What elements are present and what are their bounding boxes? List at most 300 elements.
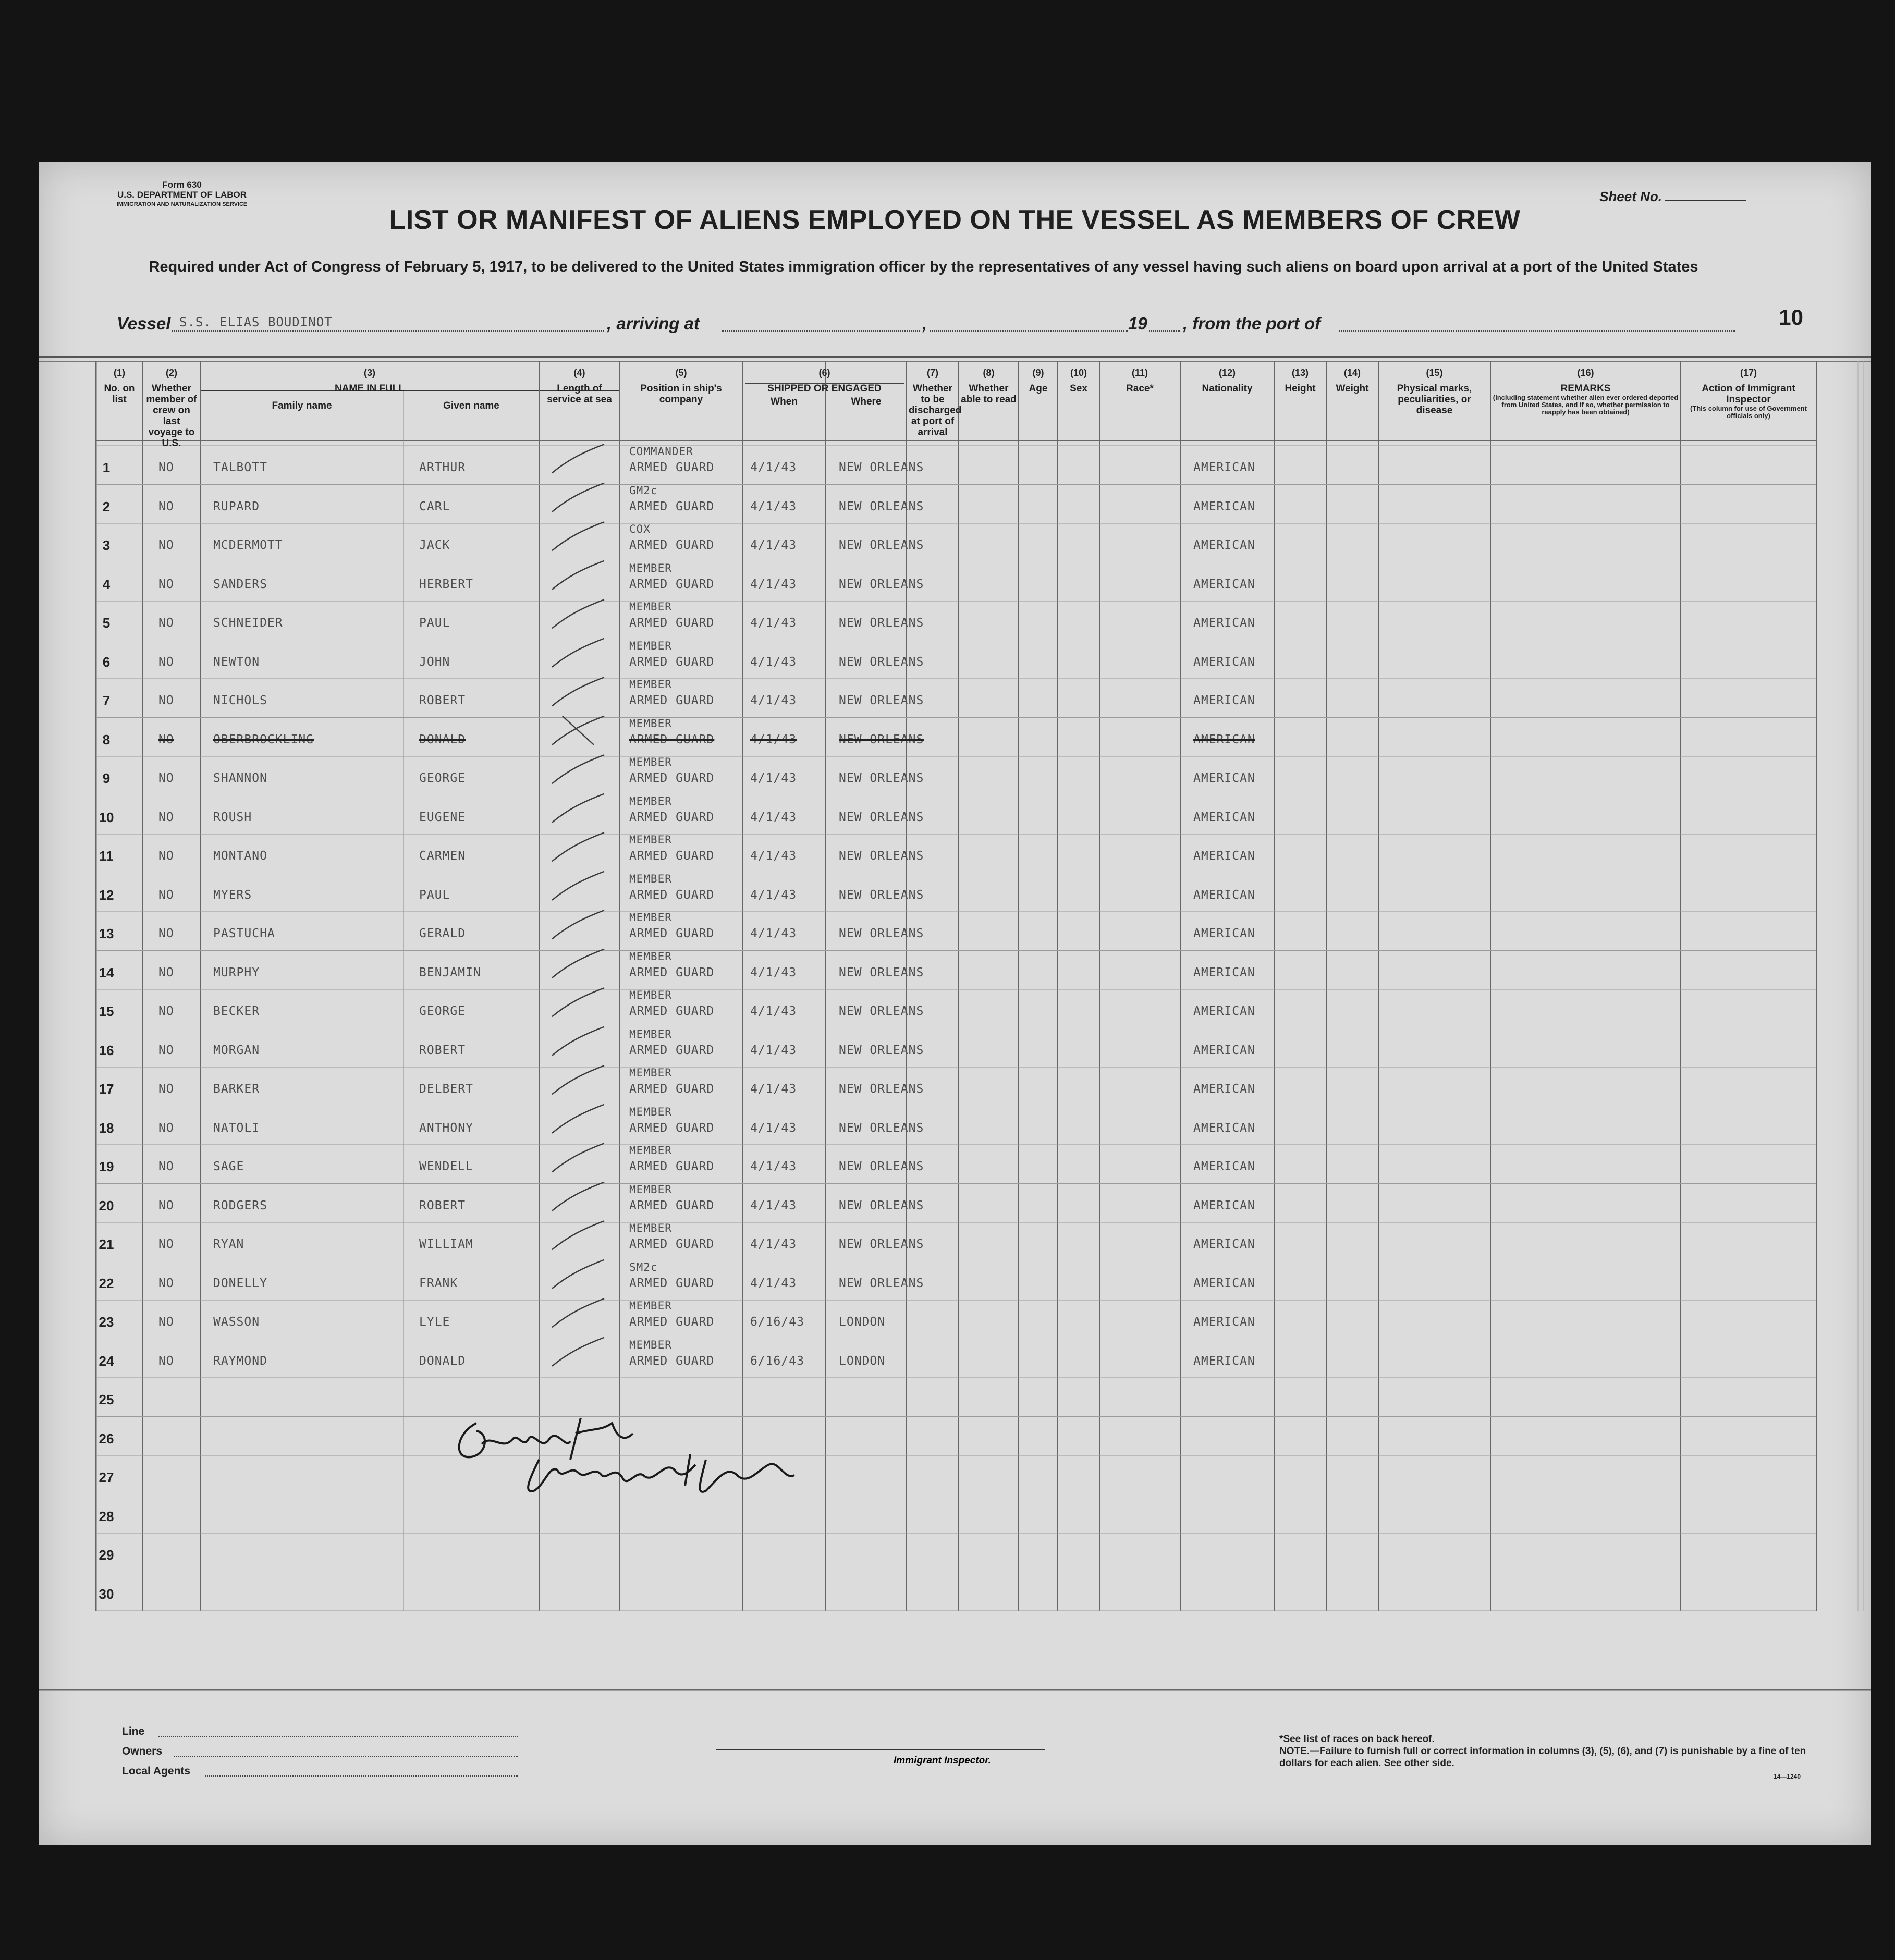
position-value: ARMED GUARD <box>629 732 715 746</box>
races-note: *See list of races on back hereof. <box>1279 1734 1435 1745</box>
row-number: 9 <box>102 770 111 787</box>
family-name-value: RAYMOND <box>213 1354 267 1368</box>
local-agents-label: Local Agents <box>122 1765 191 1777</box>
service-tick-mark <box>552 561 604 590</box>
row-number: 2 <box>102 498 111 514</box>
shipped-where-value: NEW ORLEANS <box>839 1043 924 1057</box>
column-number: (2) <box>166 368 177 378</box>
shipped-when-value: 4/1/43 <box>750 1160 797 1174</box>
service-tick-mark <box>552 1143 604 1172</box>
nationality-value: AMERICAN <box>1193 771 1255 786</box>
column-number-c2 <box>143 368 200 378</box>
column-label: Length of service at sea <box>547 383 612 405</box>
shipped-when-value: 4/1/43 <box>750 810 797 824</box>
family-name-value: BECKER <box>213 1005 260 1019</box>
family-name-value: BARKER <box>213 1082 260 1096</box>
column-header-c1 <box>98 383 141 405</box>
row-number: 8 <box>102 731 111 748</box>
service-name: IMMIGRATION AND NATURALIZATION SERVICE <box>116 201 248 207</box>
row-number: 7 <box>102 693 111 709</box>
shipped-where-value: NEW ORLEANS <box>839 849 924 863</box>
inspector-signature-icon <box>445 1402 914 1496</box>
position-value: ARMED GUARD <box>629 1121 715 1135</box>
service-tick-mark <box>552 599 604 628</box>
row-number: 21 <box>99 1236 114 1253</box>
position-value: ARMED GUARD <box>629 1315 715 1329</box>
shipped-when-value: 4/1/43 <box>750 888 797 902</box>
shipped-when-value: 4/1/43 <box>750 927 797 941</box>
last-voyage-value: NO <box>158 810 174 824</box>
shipped-where-value: NEW ORLEANS <box>839 1121 924 1135</box>
given-name-value: LYLE <box>419 1315 450 1329</box>
column-number-c10 <box>1058 368 1099 378</box>
given-name-value: DONALD <box>419 1354 466 1368</box>
family-name-value: TALBOTT <box>213 461 267 475</box>
column-number-c5 <box>620 368 742 378</box>
family-name-value: SANDERS <box>213 577 267 591</box>
last-voyage-value: NO <box>158 499 174 513</box>
column-label: No. on list <box>104 383 135 405</box>
row-number: 12 <box>99 887 114 903</box>
nationality-value: AMERICAN <box>1193 1198 1255 1212</box>
position-rank-value: MEMBER <box>629 601 672 614</box>
row-number: 10 <box>99 809 114 825</box>
shipped-when-value: 4/1/43 <box>750 1238 797 1252</box>
column-header-c13 <box>1276 383 1324 394</box>
family-name-value: OBERBROCKLING <box>213 732 314 746</box>
column-number-c9 <box>1019 368 1058 378</box>
row-number: 26 <box>99 1430 114 1447</box>
service-tick-mark <box>552 872 604 900</box>
last-voyage-value: NO <box>158 1198 174 1212</box>
row-number: 17 <box>99 1081 114 1097</box>
position-value: ARMED GUARD <box>629 694 715 708</box>
family-name-value: MORGAN <box>213 1043 260 1057</box>
row-number: 28 <box>99 1508 114 1524</box>
column-header-c4 <box>541 383 618 405</box>
column-label: Race* <box>1126 383 1154 394</box>
shipped-when-value: 4/1/43 <box>750 1005 797 1019</box>
last-voyage-value: NO <box>158 655 174 669</box>
column-number-c8 <box>959 368 1019 378</box>
column-label: Whether able to read <box>961 383 1017 405</box>
column-number: (5) <box>675 368 687 378</box>
family-name-value: RUPARD <box>213 499 260 513</box>
row-number: 18 <box>99 1120 114 1136</box>
family-name-value: NEWTON <box>213 655 260 669</box>
shipped-when-value: 4/1/43 <box>750 1121 797 1135</box>
service-tick-mark <box>552 949 604 978</box>
column-header-c12 <box>1182 383 1272 394</box>
row-number: 29 <box>99 1547 114 1563</box>
shipped-when-value: 4/1/43 <box>750 965 797 979</box>
family-name-value: SHANNON <box>213 771 267 786</box>
nationality-value: AMERICAN <box>1193 499 1255 513</box>
given-name-value: JACK <box>419 538 450 553</box>
family-name-value: RODGERS <box>213 1198 267 1212</box>
column-header-c7 <box>909 383 962 438</box>
service-tick-mark <box>552 755 604 783</box>
position-value: ARMED GUARD <box>629 1238 715 1252</box>
given-name-value: GEORGE <box>419 1005 466 1019</box>
family-name-value: PASTUCHA <box>213 927 275 941</box>
position-rank-value: MEMBER <box>629 678 672 691</box>
column-label: Age <box>1029 383 1048 394</box>
last-voyage-value: NO <box>158 1121 174 1135</box>
strike-cross-mark <box>563 716 594 745</box>
position-rank-value: MEMBER <box>629 1222 672 1235</box>
row-number: 3 <box>102 537 111 554</box>
given-name-value: ANTHONY <box>419 1121 473 1135</box>
when-label: When <box>771 396 798 407</box>
service-tick-mark <box>552 832 604 861</box>
vessel-label: Vessel <box>117 314 171 333</box>
column-number: (11) <box>1131 368 1148 378</box>
nationality-value: AMERICAN <box>1193 461 1255 475</box>
vessel-line: Vessel S.S. ELIAS BOUDINOT , arriving at , 19 , from the port of <box>101 313 1772 334</box>
last-voyage-value: NO <box>158 694 174 708</box>
column-number-c4 <box>539 368 620 378</box>
row-number: 24 <box>99 1353 114 1369</box>
column-number-c15 <box>1378 368 1490 378</box>
row-number: 15 <box>99 1003 114 1020</box>
nationality-value: AMERICAN <box>1193 965 1255 979</box>
column-note: (Including statement whether alien ever ordered deported from United States, and if so, whether permission to reapply has been obtained) <box>1493 394 1679 416</box>
position-value: ARMED GUARD <box>629 1043 715 1057</box>
position-value: ARMED GUARD <box>629 1276 715 1290</box>
position-value: ARMED GUARD <box>629 965 715 979</box>
family-name-value: MURPHY <box>213 965 260 979</box>
last-voyage-value: NO <box>158 1276 174 1290</box>
shipped-where-value: NEW ORLEANS <box>839 538 924 553</box>
column-header-c14 <box>1328 383 1376 394</box>
position-value: ARMED GUARD <box>629 888 715 902</box>
position-rank-value: MEMBER <box>629 1144 672 1157</box>
nationality-value: AMERICAN <box>1193 927 1255 941</box>
nationality-value: AMERICAN <box>1193 694 1255 708</box>
shipped-when-value: 4/1/43 <box>750 655 797 669</box>
given-name-value: WILLIAM <box>419 1238 473 1252</box>
service-tick-mark <box>552 483 604 512</box>
column-label: Nationality <box>1202 383 1253 394</box>
shipped-when-value: 4/1/43 <box>750 538 797 553</box>
nationality-value: AMERICAN <box>1193 732 1255 746</box>
manifest-sheet <box>39 162 1871 1845</box>
arriving-label: , arriving at <box>607 314 700 333</box>
row-number: 1 <box>102 460 111 476</box>
shipped-where-value: NEW ORLEANS <box>839 888 924 902</box>
position-rank-value: MEMBER <box>629 1027 672 1040</box>
position-value: ARMED GUARD <box>629 1160 715 1174</box>
shipped-where-value: NEW ORLEANS <box>839 1160 924 1174</box>
row-number: 16 <box>99 1042 114 1058</box>
family-name-header <box>200 400 404 411</box>
page-number: 10 <box>1779 305 1803 329</box>
column-number: (1) <box>114 368 125 378</box>
position-rank-value: MEMBER <box>629 561 672 574</box>
column-note: (This column for use of Government officials only) <box>1690 405 1807 420</box>
last-voyage-value: NO <box>158 849 174 863</box>
given-name-value: CARL <box>419 499 450 513</box>
position-value: ARMED GUARD <box>629 810 715 824</box>
position-value: ARMED GUARD <box>629 538 715 553</box>
column-number-c3 <box>200 368 539 378</box>
service-tick-mark <box>552 1027 604 1056</box>
shipped-where-value: NEW ORLEANS <box>839 1276 924 1290</box>
column-label: Height <box>1285 383 1316 394</box>
column-number: (14) <box>1343 368 1361 378</box>
shipped-when-value: 4/1/43 <box>750 694 797 708</box>
inspector-signature-line <box>716 1749 1045 1750</box>
column-number: (17) <box>1740 368 1757 378</box>
form-title: LIST OR MANIFEST OF ALIENS EMPLOYED ON THE VESSEL AS MEMBERS OF CREW <box>389 205 1521 235</box>
column-header-c11 <box>1102 383 1178 394</box>
position-value: ARMED GUARD <box>629 771 715 786</box>
column-number-c6 <box>742 368 907 378</box>
last-voyage-value: NO <box>158 965 174 979</box>
nationality-value: AMERICAN <box>1193 1276 1255 1290</box>
nationality-value: AMERICAN <box>1193 577 1255 591</box>
shipped-where-value: NEW ORLEANS <box>839 927 924 941</box>
shipped-when-value: 4/1/43 <box>750 1082 797 1096</box>
owners-label: Owners <box>122 1745 163 1757</box>
column-header-c10 <box>1060 383 1097 394</box>
family-name-value: MONTANO <box>213 849 267 863</box>
position-value: ARMED GUARD <box>629 1198 715 1212</box>
service-tick-mark <box>552 1338 604 1366</box>
last-voyage-value: NO <box>158 771 174 786</box>
column-label: Whether to be discharged at port of arrival <box>909 383 962 438</box>
position-value: ARMED GUARD <box>629 577 715 591</box>
position-rank-value: MEMBER <box>629 989 672 1002</box>
position-rank-value: MEMBER <box>629 911 672 924</box>
last-voyage-value: NO <box>158 1005 174 1019</box>
service-tick-mark <box>552 444 604 473</box>
column-header-c6 <box>744 383 904 394</box>
column-header-c2 <box>145 383 198 449</box>
column-number-c14 <box>1326 368 1378 378</box>
department-name: U.S. DEPARTMENT OF LABOR <box>117 190 247 200</box>
column-label: Physical marks, peculiarities, or disease <box>1397 383 1472 416</box>
shipped-where-value: NEW ORLEANS <box>839 732 924 746</box>
position-value: ARMED GUARD <box>629 499 715 513</box>
row-number: 5 <box>102 615 111 631</box>
service-tick-mark <box>552 639 604 667</box>
shipped-where-value: NEW ORLEANS <box>839 965 924 979</box>
nationality-value: AMERICAN <box>1193 1238 1255 1252</box>
column-number: (8) <box>983 368 995 378</box>
position-value: ARMED GUARD <box>629 655 715 669</box>
shipped-when-value: 4/1/43 <box>750 849 797 863</box>
nationality-value: AMERICAN <box>1193 888 1255 902</box>
column-label: NAME IN FULL <box>334 383 405 394</box>
shipped-when-value: 4/1/43 <box>750 1198 797 1212</box>
given-name-value: PAUL <box>419 616 450 630</box>
shipped-where-value: NEW ORLEANS <box>839 1238 924 1252</box>
nationality-value: AMERICAN <box>1193 1005 1255 1019</box>
position-rank-value: COMMANDER <box>629 445 693 458</box>
row-number: 30 <box>99 1586 114 1602</box>
sheet-number-label: Sheet No. <box>1599 189 1662 204</box>
service-tick-mark <box>552 1260 604 1289</box>
given-name-value: ROBERT <box>419 694 466 708</box>
family-name-label: Family name <box>272 400 332 411</box>
column-number: (6) <box>818 368 830 378</box>
family-name-value: NATOLI <box>213 1121 260 1135</box>
service-tick-mark <box>552 677 604 706</box>
from-port-label: , from the port of <box>1183 314 1321 333</box>
position-rank-value: MEMBER <box>629 1300 672 1313</box>
column-number-c11 <box>1099 368 1180 378</box>
row-number: 23 <box>99 1314 114 1330</box>
nationality-value: AMERICAN <box>1193 616 1255 630</box>
form-subtitle: Required under Act of Congress of February 5, 1917, to be delivered to the United States immigration officer by the representatives of any vessel having such aliens on board upon arrival at a port of the United States <box>149 259 1698 275</box>
nationality-value: AMERICAN <box>1193 655 1255 669</box>
shipped-where-value: NEW ORLEANS <box>839 771 924 786</box>
position-rank-value: MEMBER <box>629 1183 672 1196</box>
family-name-value: RYAN <box>213 1238 244 1252</box>
nationality-value: AMERICAN <box>1193 1043 1255 1057</box>
column-number: (16) <box>1577 368 1594 378</box>
shipped-when-value: 4/1/43 <box>750 1043 797 1057</box>
family-name-value: SAGE <box>213 1160 244 1174</box>
family-name-value: SCHNEIDER <box>213 616 283 630</box>
position-rank-value: MEMBER <box>629 717 672 730</box>
column-number-c7 <box>907 368 959 378</box>
shipped-when-value: 4/1/43 <box>750 771 797 786</box>
family-name-value: WASSON <box>213 1315 260 1329</box>
column-header-c3 <box>202 383 537 394</box>
column-number: (12) <box>1218 368 1236 378</box>
last-voyage-value: NO <box>158 927 174 941</box>
shipped-where-value: NEW ORLEANS <box>839 694 924 708</box>
line-label: Line <box>122 1725 145 1737</box>
shipped-when-value: 4/1/43 <box>750 1276 797 1290</box>
column-number: (15) <box>1426 368 1443 378</box>
position-value: ARMED GUARD <box>629 927 715 941</box>
row-number: 4 <box>102 576 111 592</box>
column-number-c13 <box>1274 368 1326 378</box>
position-rank-value: MEMBER <box>629 1338 672 1351</box>
last-voyage-value: NO <box>158 1354 174 1368</box>
position-rank-value: MEMBER <box>629 639 672 652</box>
position-rank-value: MEMBER <box>629 1067 672 1080</box>
row-number: 19 <box>99 1159 114 1175</box>
given-name-label: Given name <box>443 400 499 411</box>
last-voyage-value: NO <box>158 461 174 475</box>
column-number: (10) <box>1070 368 1087 378</box>
given-name-value: PAUL <box>419 888 450 902</box>
given-name-header <box>404 400 539 411</box>
shipped-where-value: NEW ORLEANS <box>839 577 924 591</box>
last-voyage-value: NO <box>158 1160 174 1174</box>
shipped-where-value: NEW ORLEANS <box>839 1082 924 1096</box>
shipped-when-value: 4/1/43 <box>750 732 797 746</box>
given-name-value: ROBERT <box>419 1043 466 1057</box>
given-name-value: ROBERT <box>419 1198 466 1212</box>
shipped-where-value: NEW ORLEANS <box>839 1005 924 1019</box>
year-label: 19 <box>1128 314 1147 333</box>
row-number: 14 <box>99 964 114 981</box>
given-name-value: GERALD <box>419 927 466 941</box>
row-number: 25 <box>99 1392 114 1408</box>
position-value: ARMED GUARD <box>629 1005 715 1019</box>
last-voyage-value: NO <box>158 1238 174 1252</box>
form-number: Form 630 <box>162 180 202 190</box>
position-value: ARMED GUARD <box>629 461 715 475</box>
service-tick-mark <box>552 1065 604 1094</box>
last-voyage-value: NO <box>158 616 174 630</box>
given-name-value: HERBERT <box>419 577 473 591</box>
shipped-where-header <box>826 396 907 407</box>
column-number: (7) <box>927 368 938 378</box>
given-name-value: WENDELL <box>419 1160 473 1174</box>
service-tick-mark <box>552 1182 604 1211</box>
service-tick-mark <box>552 910 604 939</box>
given-name-value: DELBERT <box>419 1082 473 1096</box>
column-header-c17 <box>1683 383 1814 420</box>
nationality-value: AMERICAN <box>1193 1121 1255 1135</box>
family-name-value: MCDERMOTT <box>213 538 283 553</box>
given-name-value: JOHN <box>419 655 450 669</box>
nationality-value: AMERICAN <box>1193 538 1255 553</box>
service-tick-mark <box>552 794 604 823</box>
last-voyage-value: NO <box>158 1043 174 1057</box>
given-name-value: GEORGE <box>419 771 466 786</box>
family-name-value: DONELLY <box>213 1276 267 1290</box>
last-voyage-value: NO <box>158 888 174 902</box>
footnote <box>1279 1733 1811 1780</box>
column-header-c9 <box>1021 383 1056 394</box>
family-name-value: ROUSH <box>213 810 252 824</box>
row-number: 22 <box>99 1275 114 1291</box>
shipped-when-value: 6/16/43 <box>750 1354 804 1368</box>
nationality-value: AMERICAN <box>1193 1354 1255 1368</box>
given-name-value: BENJAMIN <box>419 965 481 979</box>
shipped-where-value: NEW ORLEANS <box>839 810 924 824</box>
immigrant-inspector-label: Immigrant Inspector. <box>894 1755 991 1766</box>
row-number: 13 <box>99 926 114 942</box>
column-number: (3) <box>364 368 375 378</box>
shipped-when-value: 4/1/43 <box>750 577 797 591</box>
position-rank-value: MEMBER <box>629 794 672 807</box>
given-name-value: EUGENE <box>419 810 466 824</box>
last-voyage-value: NO <box>158 732 174 746</box>
service-tick-mark <box>552 1105 604 1133</box>
service-tick-mark <box>552 1221 604 1250</box>
where-label: Where <box>851 396 882 407</box>
family-name-value: NICHOLS <box>213 694 267 708</box>
row-number: 11 <box>99 848 114 864</box>
column-label: Weight <box>1336 383 1369 394</box>
service-tick-mark <box>552 1298 604 1327</box>
nationality-value: AMERICAN <box>1193 1082 1255 1096</box>
column-label: Sex <box>1070 383 1087 394</box>
position-rank-value: MEMBER <box>629 950 672 963</box>
nationality-value: AMERICAN <box>1193 849 1255 863</box>
position-rank-value: MEMBER <box>629 1105 672 1118</box>
position-rank-value: MEMBER <box>629 834 672 847</box>
position-rank-value: SM2c <box>629 1260 658 1273</box>
row-number: 20 <box>99 1197 114 1214</box>
nationality-value: AMERICAN <box>1193 810 1255 824</box>
column-header-c15 <box>1380 383 1488 416</box>
family-name-value: MYERS <box>213 888 252 902</box>
column-label: Position in ship's company <box>640 383 722 405</box>
row-number: 27 <box>99 1469 114 1486</box>
column-header-c5 <box>622 383 740 405</box>
position-rank-value: COX <box>629 523 651 536</box>
